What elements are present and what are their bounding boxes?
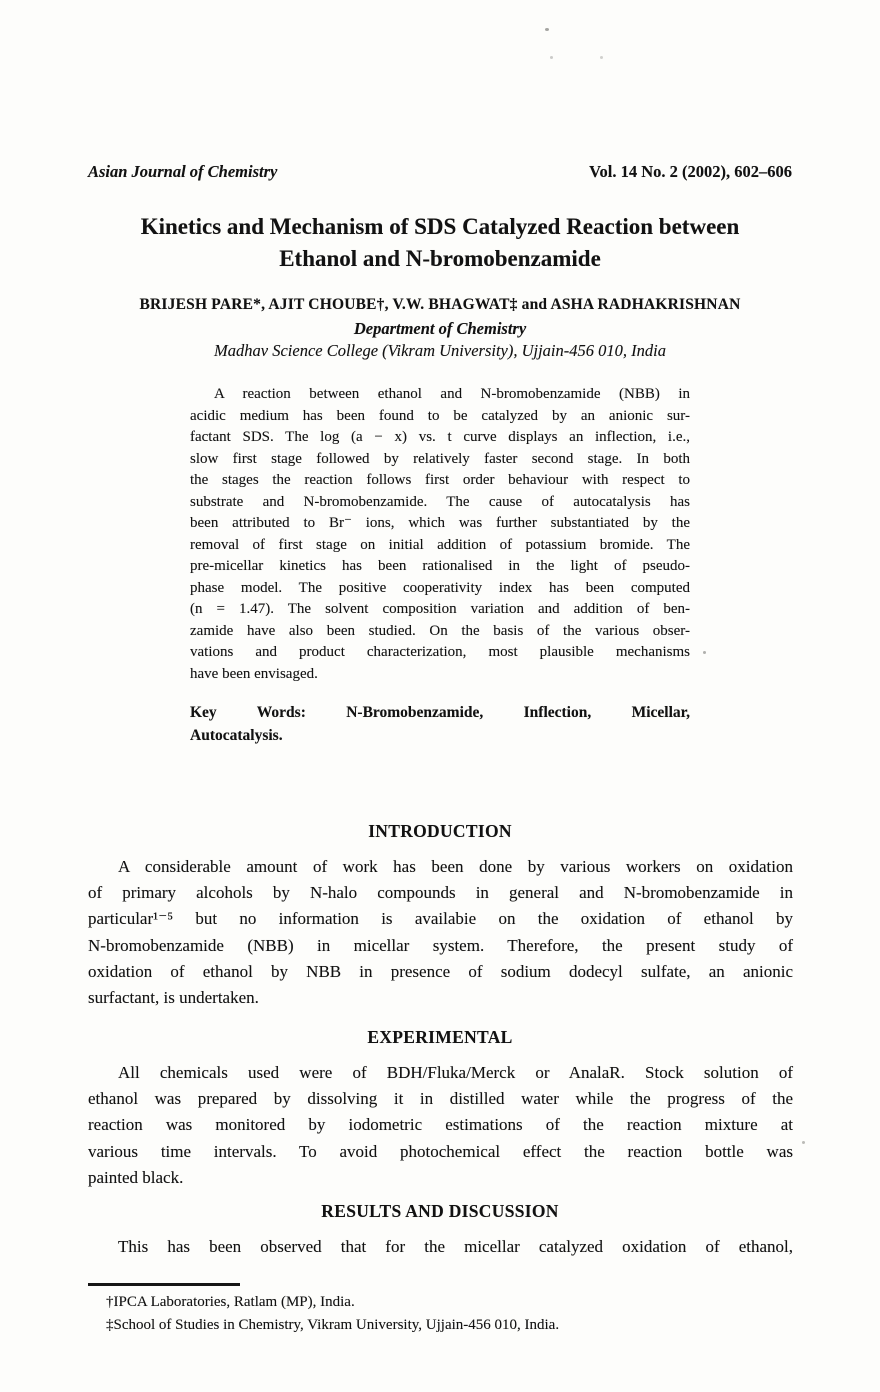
text-line: pre-micellar kinetics has been rationalised in the light of pseudo- xyxy=(190,558,690,574)
footnote-separator-rule xyxy=(88,1283,240,1286)
text-line: This has been observed that for the micellar catalyzed oxidation of ethanol, xyxy=(118,1237,793,1256)
affiliation-line: Madhav Science College (Vikram University), Ujjain-456 010, India xyxy=(214,341,666,360)
text-line: of primary alcohols by N-halo compounds in general and N-bromobenzamide in xyxy=(88,883,793,903)
text-line: All chemicals used were of BDH/Fluka/Merck or AnalaR. Stock solution of xyxy=(118,1063,793,1082)
text-line: A reaction between ethanol and N-bromobenzamide (NBB) in xyxy=(214,386,690,402)
keywords xyxy=(190,702,690,747)
article-title xyxy=(0,211,880,275)
experimental-paragraph xyxy=(88,1060,793,1191)
text-line: acidic medium has been found to be catalyzed by an anionic sur- xyxy=(190,407,690,424)
text-line: †IPCA Laboratories, Ratlam (MP), India. xyxy=(106,1294,355,1310)
text-line: A considerable amount of work has been done by various workers on oxidation xyxy=(118,857,793,876)
text-line: various time intervals. To avoid photochemical effect the reaction bottle was xyxy=(88,1141,793,1161)
text-line: Key Words: N-Bromobenzamide, Inflection, Micellar, xyxy=(190,704,690,721)
section-heading-results: RESULTS AND DISCUSSION xyxy=(321,1201,559,1221)
text-line: ethanol was prepared by dissolving it in distilled water while the progress of the xyxy=(88,1089,793,1109)
footnotes xyxy=(106,1291,746,1336)
text-line: zamide have also been studied. On the basis of the various obser- xyxy=(190,622,690,639)
scan-speck xyxy=(802,1141,805,1144)
text-line: oxidation of ethanol by NBB in presence of sodium dodecyl sulfate, an anionic xyxy=(88,961,793,981)
text-line: removal of first stage on initial addition of potassium bromide. The xyxy=(190,536,690,553)
text-line: reaction was monitored by iodometric estimations of the reaction mixture at xyxy=(88,1115,793,1135)
text-line: been attributed to Br⁻ ions, which was further substantiated by the xyxy=(190,515,690,531)
text-line: phase model. The positive cooperativity index has been computed xyxy=(190,579,690,596)
scan-speck xyxy=(600,56,603,59)
text-line: ‡School of Studies in Chemistry, Vikram University, Ujjain-456 010, India. xyxy=(106,1316,560,1333)
text-line: painted black. xyxy=(88,1167,184,1187)
text-line: Kinetics and Mechanism of SDS Catalyzed Reaction between xyxy=(140,214,740,239)
text-line: N-bromobenzamide (NBB) in micellar system. Therefore, the present study of xyxy=(88,935,793,955)
abstract xyxy=(190,384,690,685)
issue-info: Vol. 14 No. 2 (2002), 602–606 xyxy=(589,162,792,181)
scan-speck xyxy=(703,651,706,654)
text-line: the stages the reaction follows first order behaviour with respect to xyxy=(190,472,690,488)
text-line: vations and product characterization, most plausible mechanisms xyxy=(190,644,690,660)
introduction-paragraph xyxy=(88,854,793,1011)
text-line: Autocatalysis. xyxy=(190,726,283,744)
section-heading-experimental: EXPERIMENTAL xyxy=(367,1027,513,1047)
text-line: factant SDS. The log (a − x) vs. t curve displays an inflection, i.e., xyxy=(190,429,690,445)
text-line: substrate and N-bromobenzamide. The cause of autocatalysis has xyxy=(190,493,690,510)
authors-line: BRIJESH PARE*, AJIT CHOUBE†, V.W. BHAGWAT‡ and ASHA RADHAKRISHNAN xyxy=(139,296,741,313)
text-line: have been envisaged. xyxy=(190,665,318,682)
section-heading-introduction: INTRODUCTION xyxy=(368,821,512,841)
text-line: particular¹⁻⁵ but no information is availabie on the oxidation of ethanol by xyxy=(88,909,793,929)
running-header xyxy=(88,162,792,182)
text-line: Ethanol and N-bromobenzamide xyxy=(279,246,601,271)
scan-speck xyxy=(545,28,549,31)
text-line: surfactant, is undertaken. xyxy=(88,988,259,1008)
journal-name: Asian Journal of Chemistry xyxy=(88,162,278,181)
text-line: (n = 1.47). The solvent composition variation and addition of ben- xyxy=(190,601,690,617)
results-paragraph xyxy=(88,1234,793,1260)
text-line: slow first stage followed by relatively faster second stage. In both xyxy=(190,450,690,467)
department-line: Department of Chemistry xyxy=(353,319,527,338)
scan-speck xyxy=(550,56,553,59)
